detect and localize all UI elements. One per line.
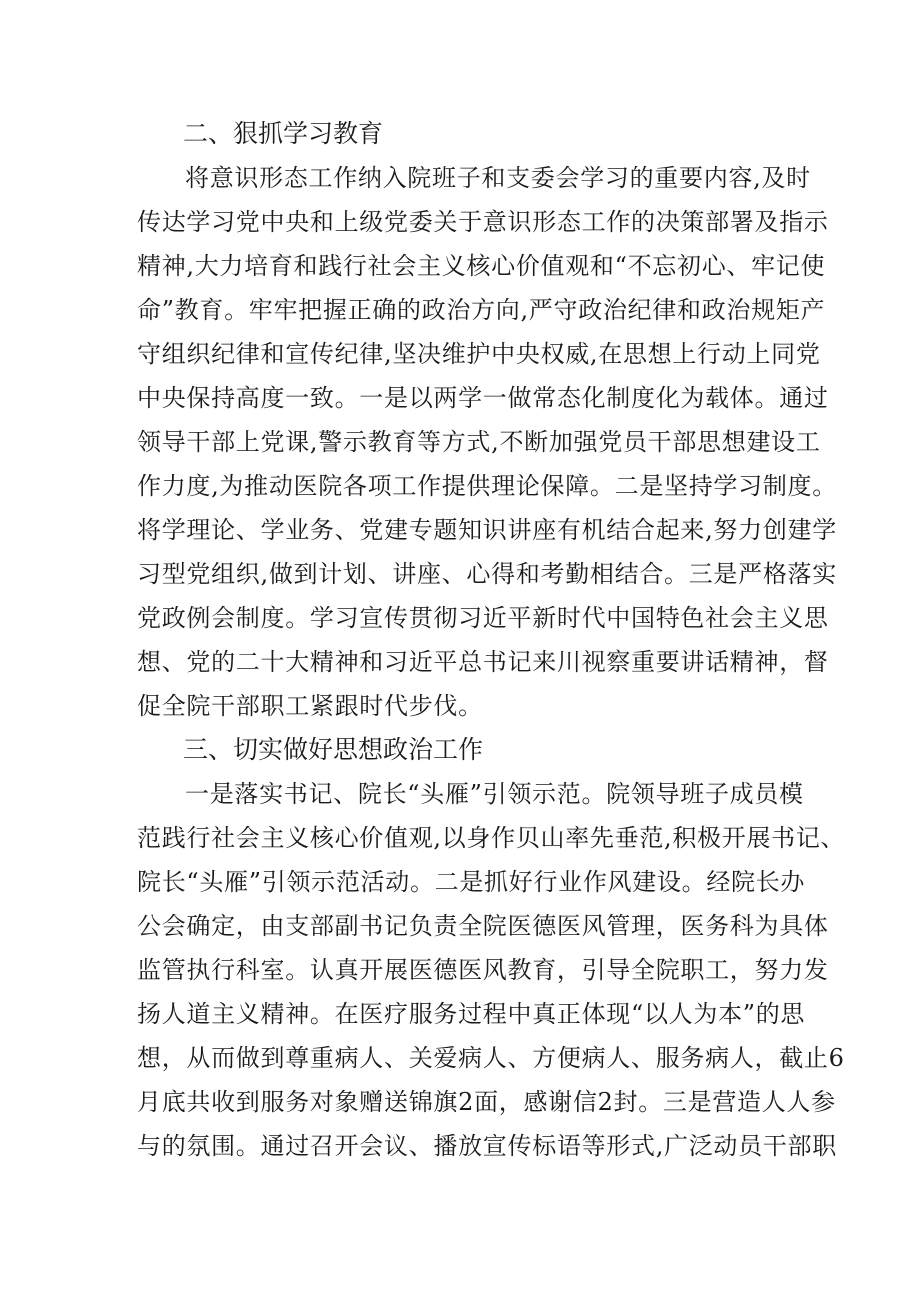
paragraph-line: 想，从而做到尊重病人、关爱病人、方便病人、服务病人，截止6	[137, 1044, 845, 1072]
paragraph-line: 范践行社会主义核心价值观,以身作贝山率先垂范,积极开展书记、	[137, 824, 846, 852]
section-2-paragraph	[137, 156, 837, 728]
paragraph-line: 将意识形态工作纳入院班子和支委会学习的重要内容,及时	[185, 164, 811, 192]
section-3	[137, 728, 846, 1168]
paragraph-line: 将学理论、学业务、党建专题知识讲座有机结合起来,努力创建学	[137, 516, 837, 544]
paragraph-line: 党政例会制度。学习宣传贯彻习近平新时代中国特色社会主义思	[137, 604, 829, 632]
paragraph-line: 促全院干部职工紧跟时代步伐。	[137, 692, 483, 720]
paragraph-line: 监管执行科室。认真开展医德医风教育，引导全院职工，努力发	[137, 956, 829, 984]
paragraph-line: 中央保持高度一致。一是以两学一做常态化制度化为载体。通过	[137, 384, 829, 412]
paragraph-line: 想、党的二十大精神和习近平总书记来川视察重要讲话精神，督	[137, 648, 829, 676]
paragraph-line: 院长“头雁”引领示范活动。二是抓好行业作风建设。经院长办	[137, 868, 806, 896]
section-3-paragraph	[137, 772, 846, 1168]
paragraph-line: 领导干部上党课,警示教育等方式,不断加强党员干部思想建设工	[137, 428, 821, 456]
paragraph-line: 传达学习党中央和上级党委关于意识形态工作的决策部署及指示	[137, 208, 829, 236]
paragraph-line: 精神,大力培育和践行社会主义核心价值观和“不忘初心、牢记使	[137, 252, 826, 280]
section-3-heading: 三、切实做好思想政治工作	[183, 735, 484, 764]
document-body	[137, 112, 846, 1168]
section-2	[137, 112, 837, 728]
paragraph-line: 公会确定，由支部副书记负责全院医德医风管理，医务科为具体	[137, 912, 829, 940]
paragraph-line: 一是落实书记、院长“头雁”引领示范。院领导班子成员模	[185, 780, 804, 808]
paragraph-line: 扬人道主义精神。在医疗服务过程中真正体现“以人为本”的思	[137, 1000, 806, 1028]
paragraph-line: 与的氛围。通过召开会议、播放宣传标语等形式,广泛动员干部职	[137, 1132, 837, 1160]
paragraph-line: 作力度,为推动医院各项工作提供理论保障。二是坚持学习制度。	[137, 472, 837, 500]
section-2-heading: 二、狠抓学习教育	[183, 119, 384, 148]
paragraph-line: 守组织纪律和宣传纪律,坚决维护中央权威,在思想上行动上同党	[137, 340, 821, 368]
paragraph-line: 命”教育。牢牢把握正确的政治方向,严守政治纪律和政治规矩产	[137, 296, 826, 324]
paragraph-line: 月底共收到服务对象赠送锦旗2面，感谢信2封。三是营造人人参	[137, 1088, 836, 1116]
paragraph-line: 习型党组织,做到计划、讲座、心得和考勤相结合。三是严格落实	[137, 560, 837, 588]
